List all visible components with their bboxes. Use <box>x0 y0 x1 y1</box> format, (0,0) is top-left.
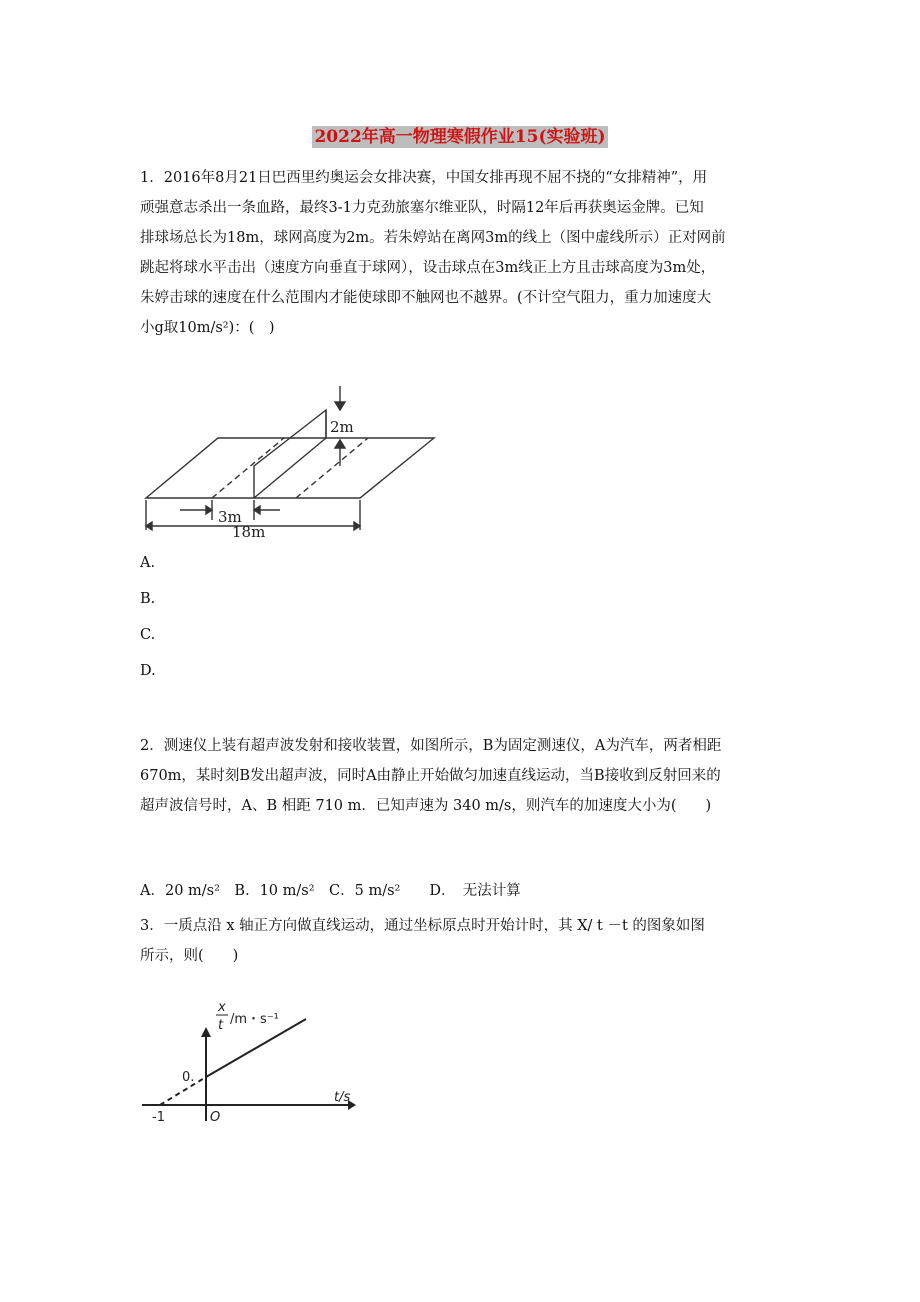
q2-options[interactable]: A．20 m/s² B．10 m/s² C．5 m/s² D． 无法计算 <box>140 883 521 899</box>
origin-label: O <box>210 1110 221 1125</box>
label-height: 2m <box>330 418 354 436</box>
neg-tick-label: -1 <box>152 1110 165 1125</box>
q1-line: 顽强意志杀出一条血路，最终3-1力克劲旅塞尔维亚队，时隔12年后再获奥运金牌。已知 <box>140 200 704 216</box>
xt-graph-figure <box>140 995 370 1125</box>
intercept-label: 0. <box>182 1070 195 1085</box>
q2-line: 超声波信号时，A、B 相距 710 m．已知声速为 340 m/s，则汽车的加速度大小为( ) <box>140 798 712 814</box>
q1-line: 朱婷击球的速度在什么范围内才能使球即不触网也不越界。(不计空气阻力，重力加速度大 <box>140 290 712 306</box>
page-title: 2022年高一物理寒假作业15(实验班) <box>314 127 606 147</box>
q2-line: 670m，某时刻B发出超声波，同时A由静止开始做匀加速直线运动，当B接收到反射回来的 <box>140 768 721 784</box>
question-3-text <box>140 911 785 971</box>
option-a[interactable]: A. <box>140 555 156 571</box>
y-label-den: t <box>218 1018 224 1033</box>
question-2-text <box>140 731 785 821</box>
q1-line: 排球场总长为18m，球网高度为2m。若朱婷站在离网3m的线上（图中虚线所示）正对网前 <box>140 230 726 246</box>
label-3m: 3m <box>218 508 242 526</box>
option-c[interactable]: C. <box>140 627 156 643</box>
y-label-unit: /m・s⁻¹ <box>230 1012 279 1027</box>
net-post <box>254 410 326 498</box>
q2-line: 2．测速仪上装有超声波发射和接收装置，如图所示，B为固定测速仪，A为汽车，两者相距 <box>140 738 722 754</box>
question-1-text <box>140 163 785 343</box>
y-label-num: x <box>218 1000 226 1015</box>
label-18m: 18m <box>232 523 266 540</box>
option-b[interactable]: B. <box>140 591 156 607</box>
x-label: t/s <box>334 1090 351 1105</box>
attack-line-left <box>212 438 284 498</box>
q1-line: 1．2016年8月21日巴西里约奥运会女排决赛，中国女排再现不屈不挠的“女排精神”，用 <box>140 170 708 186</box>
q3-line: 所示，则( ) <box>140 948 239 964</box>
q1-line: 小g取10m/s²)：( ) <box>140 320 275 336</box>
option-d[interactable]: D. <box>140 663 156 679</box>
q3-line: 3．一质点沿 x 轴正方向做直线运动，通过坐标原点时开始计时，其 X/ t －t 的图象如图 <box>140 918 705 934</box>
volleyball-court-figure <box>140 380 440 540</box>
q1-line: 跳起将球水平击出（速度方向垂直于球网），设击球点在3m线正上方且击球高度为3m处， <box>140 260 716 276</box>
net-base-line <box>254 438 326 498</box>
attack-line-right <box>296 438 368 498</box>
